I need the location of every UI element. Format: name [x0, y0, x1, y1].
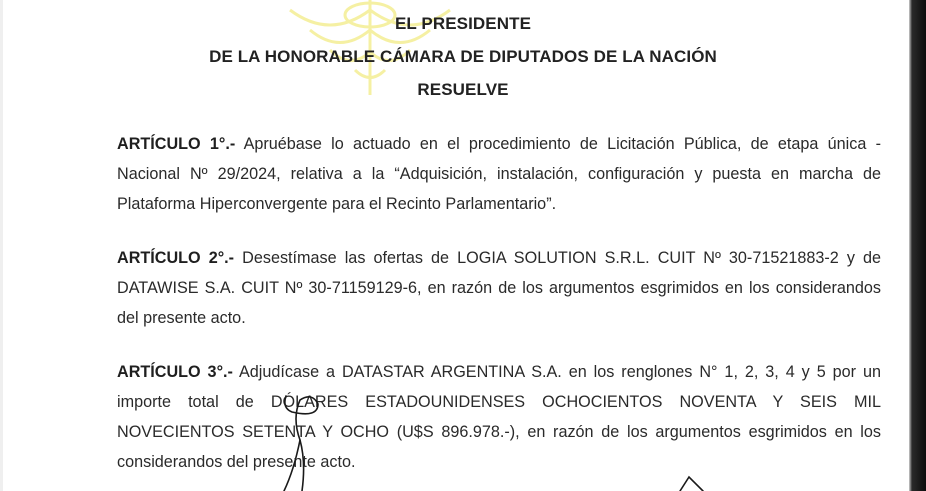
- article-3-text: Adjudícase a DATASTAR ARGENTINA S.A. en los renglones N° 1, 2, 3, 4 y 5 por un importe total de DÓLARES ESTADOUNIDENSES OCHOCIENTOS NOVENTA Y SEIS MIL NOVECIENTOS SETENTA Y OCHO (U$S 896.978.-), en razón de los argumentos esgrimidos en los considerandos del presente acto.: [117, 363, 881, 471]
- header-resuelve: RESUELVE: [417, 80, 509, 99]
- page-right-edge: [909, 0, 926, 491]
- article-1-heading: ARTÍCULO 1°.-: [117, 135, 236, 153]
- article-2-heading: ARTÍCULO 2°.-: [117, 249, 235, 267]
- header-president: EL PRESIDENTE: [394, 14, 532, 33]
- article-3-heading: ARTÍCULO 3°.-: [117, 363, 233, 381]
- article-1-text: Apruébase lo actuado en el procedimiento de Licitación Pública, de etapa única - Nacional Nº 29/2024, relativa a la “Adquisición, instalación, configuración y puesta en marcha de Plataforma Hiperconvergente para el Recinto Parlamentario”.: [117, 135, 881, 213]
- header-chamber: DE LA HONORABLE CÁMARA DE DIPUTADOS DE LA NACIÓN: [209, 47, 717, 66]
- article-2-text: Desestímase las ofertas de LOGIA SOLUTION S.R.L. CUIT Nº 30-71521883-2 y de DATAWISE S.A. CUIT Nº 30-71159129-6, en razón de los argumentos esgrimidos en los considerandos del presente acto.: [117, 249, 882, 327]
